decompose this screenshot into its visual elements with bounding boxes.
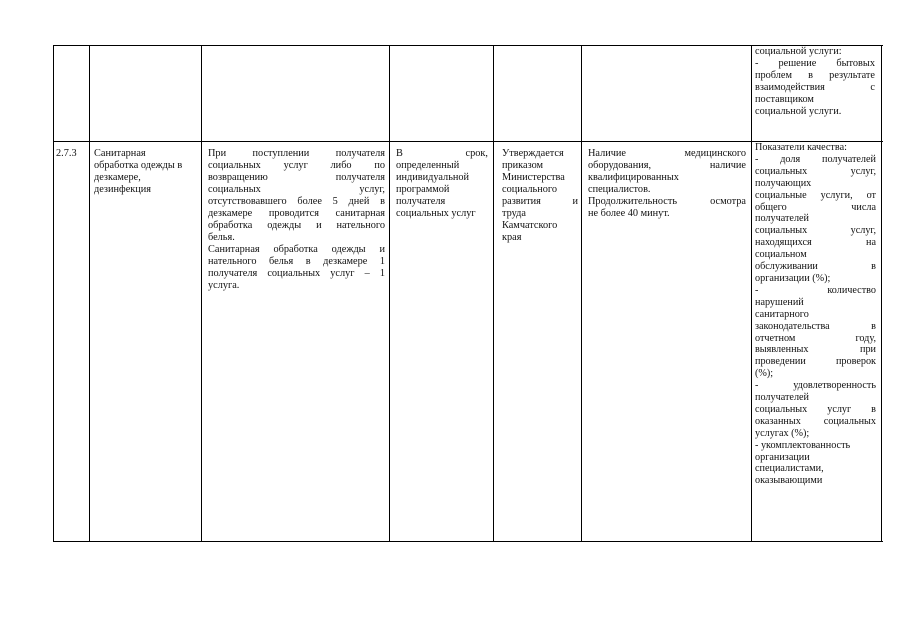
text-line: - количество — [755, 284, 876, 296]
text-line: законодательства в — [755, 320, 876, 332]
term-cell — [396, 148, 488, 220]
column-line — [581, 45, 582, 542]
column-line — [53, 45, 54, 542]
text-line: (%); — [755, 368, 774, 380]
text-line: социальной услуги: — [755, 46, 842, 57]
column-line — [493, 45, 494, 542]
text-line: социальных услуг, — [755, 225, 876, 237]
column-line — [389, 45, 390, 542]
text-line: Санитарная обработка одежды и — [208, 244, 385, 255]
text-line: белья. — [208, 232, 235, 243]
text-line: социальных услуг, — [755, 165, 876, 177]
text-line: проблем в результате — [755, 70, 875, 81]
text-line: Министерства — [502, 172, 565, 183]
text-line: услугах (%); — [755, 427, 810, 439]
text-line: нательного белья в дезкамере 1 — [208, 256, 385, 267]
text-line: обслуживании в — [755, 261, 876, 273]
row-number: 2.7.3 — [56, 148, 77, 159]
service-name-cell — [94, 148, 198, 196]
text-line: квалифицированных — [588, 172, 679, 183]
tariff-cell — [502, 148, 578, 244]
text-line: санитарного — [755, 308, 809, 320]
text-line: находящихся на — [755, 237, 876, 249]
text-line: организации (%); — [755, 272, 831, 284]
text-line: Наличие медицинского — [588, 148, 746, 159]
text-line: приказом — [502, 160, 544, 171]
text-line: отчетном году, — [755, 332, 876, 344]
text-line: программой — [396, 184, 450, 195]
text-line: поставщиком — [755, 94, 814, 105]
column-line — [881, 45, 882, 542]
text-line: не более 40 минут. — [588, 208, 670, 219]
text-line: социальной услуги. — [755, 106, 842, 117]
text-line: организации — [755, 451, 810, 463]
quality-indicators-cell — [755, 142, 876, 487]
text-line: Продолжительность осмотра — [588, 196, 746, 207]
text-line: дезкамере проводится санитарная — [208, 208, 385, 219]
text-line: определенный — [396, 160, 460, 171]
text-line: взаимодействия с — [755, 82, 875, 93]
text-line: развития и — [502, 196, 578, 207]
text-line: - доля получателей — [755, 153, 876, 165]
text-line: края — [502, 232, 522, 243]
column-line — [751, 45, 752, 542]
text-line: оказывающими — [755, 475, 823, 487]
text-line: оказанных социальных — [755, 415, 876, 427]
text-line: общего числа — [755, 201, 876, 213]
conditions-cell — [588, 148, 746, 220]
text-line: проведении проверок — [755, 356, 876, 368]
text-line: получателя — [396, 196, 446, 207]
column-line — [201, 45, 202, 542]
text-line: услуга. — [208, 280, 240, 291]
text-line: дезкамере, — [94, 172, 141, 183]
text-line: - удовлетворенность — [755, 380, 876, 392]
table-bottom-border — [53, 541, 883, 542]
text-line: социальных услуг в — [755, 403, 876, 415]
text-line: обработка одежды в — [94, 160, 183, 171]
text-line: Утверждается — [502, 148, 564, 159]
text-line: оборудования, наличие — [588, 160, 746, 171]
text-line: Камчатского — [502, 220, 558, 231]
text-line: дезинфекция — [94, 184, 152, 195]
text-line: труда — [502, 208, 526, 219]
text-line: социальных услуг либо по — [208, 160, 385, 171]
text-line: Показатели качества: — [755, 142, 847, 153]
text-line: получателей — [755, 392, 810, 404]
text-line: специалистов. — [588, 184, 651, 195]
text-line: - укомплектованность — [755, 439, 851, 451]
text-line: получателя социальных услуг – 1 — [208, 268, 385, 279]
description-cell — [208, 148, 385, 292]
text-line: возвращению получателя — [208, 172, 385, 183]
text-line: В срок, — [396, 148, 488, 159]
text-line: социального — [502, 184, 558, 195]
text-line: обработка одежды и нательного — [208, 220, 385, 231]
text-line: выявленных при — [755, 344, 876, 356]
text-line: получающих — [755, 177, 812, 189]
text-line: индивидуальной — [396, 172, 470, 183]
text-line: отсутствовавшего более 5 дней в — [208, 196, 385, 207]
prev-row-indicators-cell — [755, 46, 875, 118]
column-line — [89, 45, 90, 542]
text-line: социальные услуги, от — [755, 189, 876, 201]
text-line: нарушений — [755, 296, 804, 308]
text-line: - решение бытовых — [755, 58, 875, 69]
text-line: Санитарная — [94, 148, 146, 159]
text-line: специалистами, — [755, 463, 824, 475]
text-line: получателей — [755, 213, 810, 225]
text-line: При поступлении получателя — [208, 148, 385, 159]
text-line: социальных услуг — [396, 208, 476, 219]
text-line: социальных услуг, — [208, 184, 385, 195]
row-number-cell — [56, 148, 87, 160]
text-line: социальном — [755, 249, 807, 261]
